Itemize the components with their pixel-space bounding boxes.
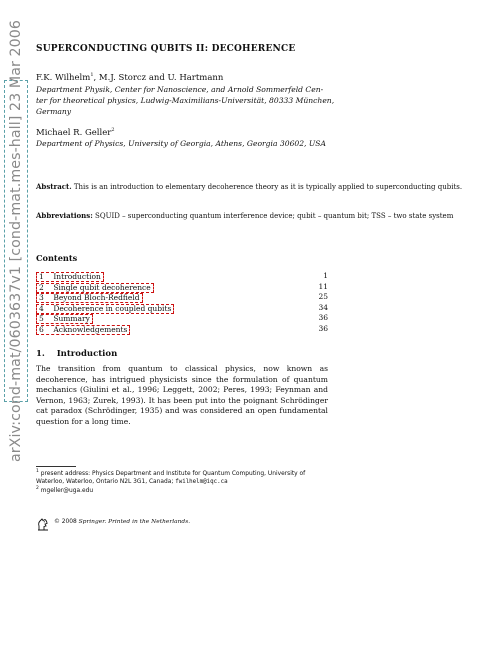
toc-link-introduction[interactable]: 1 Introduction [36, 272, 104, 282]
introduction-paragraph: The transition from quantum to classical physics, now known as decoherence, has intrigued physicists since the formulation of quantum mechanics (Giulini et al., 1996; Leggett, 2002; Peres, 1993; Feynman and Vernon, 1963; Zurek, 1993). It has been put into the poignant Schrödinger cat paradox (Schrödinger, 1935) and was considered an open fundamental question for a long time. [36, 364, 328, 426]
toc-page-number: 36 [318, 323, 328, 333]
table-of-contents [36, 271, 328, 335]
toc-entry[interactable] [36, 324, 328, 335]
abstract-label: Abstract. [36, 182, 72, 191]
toc-link-beyond-bloch-redfield[interactable]: 3 Beyond Bloch-Redfield [36, 293, 143, 303]
toc-entry[interactable] [36, 271, 328, 282]
toc-link-summary[interactable]: 5 Summary [36, 314, 93, 324]
abstract-text: This is an introduction to elementary decoherence theory as it is typically applied to superconducting qubits. [71, 183, 463, 191]
author-rest: , M.J. Storcz and U. Hartmann [93, 72, 224, 83]
abstract [36, 182, 466, 192]
toc-page-number: 36 [318, 313, 328, 323]
toc-page-number: 11 [318, 281, 328, 291]
toc-entry[interactable] [36, 292, 328, 303]
footnote-email-link[interactable]: fwilhelm@iqc.ca [175, 478, 228, 485]
toc-page-number: 25 [318, 292, 328, 302]
toc-entry[interactable] [36, 313, 328, 324]
author-1: F.K. Wilhelm [36, 72, 91, 83]
footnote-rule [36, 466, 76, 467]
footnote-2: $^2$ mgeller@uga.edu [36, 486, 94, 494]
arxiv-id: arXiv:cond-mat/0603637v1 [cond-mat.mes-hall] 23 Mar 2006 [8, 19, 24, 463]
toc-page-number: 1 [323, 271, 328, 280]
author-1-footnote-mark: 1 [90, 72, 94, 78]
arxiv-stamp[interactable] [4, 19, 28, 463]
toc-link-acknowledgements[interactable]: 6 Acknowledgements [36, 325, 130, 335]
toc-page-number: 34 [318, 302, 328, 312]
contents-heading: Contents [36, 253, 78, 263]
toc-entry[interactable] [36, 303, 328, 314]
abbreviations-text: SQUID – superconducting quantum interference device; qubit – quantum bit; TSS – two state system [92, 212, 454, 220]
affiliation-2: Department of Physics, University of Georgia, Athens, Georgia 30602, USA [36, 139, 326, 148]
toc-link-decoherence-coupled-qubits[interactable]: 4 Decoherence in coupled qubits [36, 304, 174, 314]
abbreviations-label: Abbreviations: [36, 211, 93, 220]
footnote-1: $^1$ present address: Physics Department and Institute for Quantum Computing, University of Waterloo, Waterloo, Ontario N2L 3G1, Canada; fwilhelm@iqc.ca [36, 469, 306, 485]
author-list [36, 72, 223, 83]
toc-link-single-qubit-decoherence[interactable]: 2 Single qubit decoherence [36, 283, 154, 293]
paper-title: SUPERCONDUCTING QUBITS II: DECOHERENCE [36, 44, 296, 54]
springer-logo-icon [36, 517, 50, 531]
abbreviations [36, 211, 466, 221]
copyright-notice: © 2008 Springer. Printed in the Netherlands. [54, 519, 191, 525]
section-heading-introduction: 1. Introduction [36, 349, 118, 359]
author-2: Michael R. Geller$^2$ [36, 127, 115, 138]
affiliation-1: Department Physik, Center for Nanoscience, and Arnold Sommerfeld Cen- ter for theoretical physics, Ludwig-Maximilians-Universität, 80333 München, Germany [36, 85, 335, 116]
author-2-footnote-mark: 2 [111, 127, 115, 133]
toc-entry[interactable] [36, 282, 328, 293]
